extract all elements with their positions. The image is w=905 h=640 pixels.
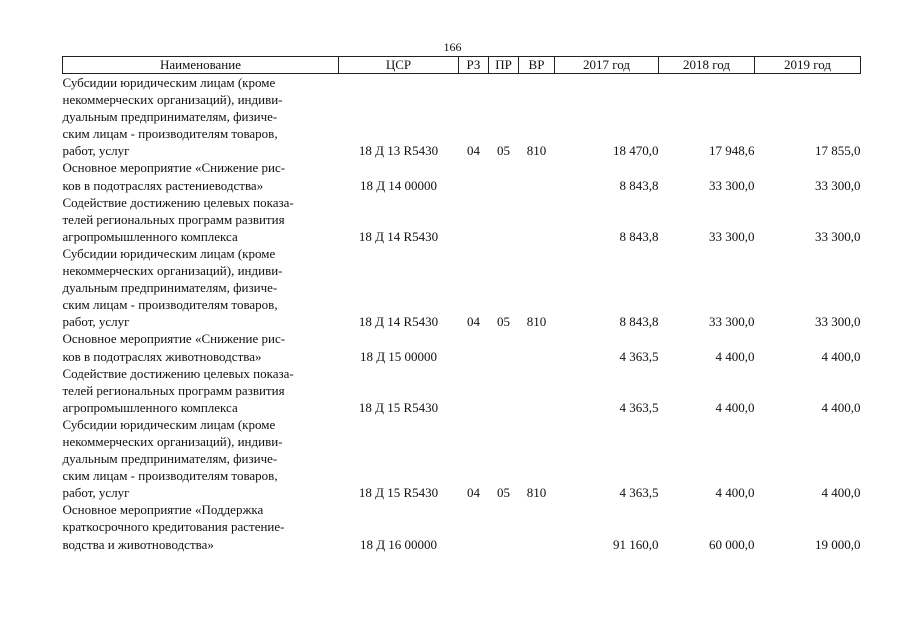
table-row bbox=[63, 416, 861, 501]
cell-pr: 05 bbox=[497, 485, 510, 501]
name-line: дуальным предпринимателям, физиче- bbox=[62, 109, 278, 125]
cell-pr bbox=[489, 194, 519, 245]
cell-csr: 18 Д 15 00000 bbox=[359, 348, 438, 364]
name-line: дуальным предпринимателям, физиче- bbox=[62, 451, 278, 467]
cell-name bbox=[63, 365, 339, 416]
name-line: работ, услуг bbox=[62, 143, 130, 159]
cell-csr: 18 Д 15 R5430 bbox=[358, 399, 439, 415]
table-row bbox=[63, 365, 861, 416]
cell-name bbox=[63, 194, 339, 245]
cell-2018: 60 000,0 bbox=[709, 536, 755, 552]
table-body bbox=[63, 74, 861, 553]
cell-2017: 4 363,5 bbox=[619, 485, 659, 501]
cell-2019: 17 855,0 bbox=[815, 143, 861, 159]
cell-2017: 4 363,5 bbox=[619, 399, 659, 415]
cell-2017: 8 843,8 bbox=[619, 314, 659, 330]
header-csr: ЦСР bbox=[339, 57, 459, 74]
cell-2019: 4 400,0 bbox=[821, 348, 861, 364]
table-row bbox=[63, 501, 861, 552]
name-line: Содействие достижению целевых показа- bbox=[62, 194, 294, 210]
cell-vr bbox=[519, 159, 555, 193]
cell-vr: 810 bbox=[526, 314, 547, 330]
cell-2019: 33 300,0 bbox=[815, 314, 861, 330]
name-line: телей региональных программ развития bbox=[62, 382, 285, 398]
cell-name bbox=[63, 330, 339, 364]
cell-csr: 18 Д 15 R5430 bbox=[358, 485, 439, 501]
cell-2019: 33 300,0 bbox=[815, 177, 861, 193]
name-line: Основное мероприятие «Снижение рис- bbox=[62, 331, 286, 347]
name-line: ским лицам - производителям товаров, bbox=[62, 126, 278, 142]
cell-name bbox=[63, 159, 339, 193]
cell-name bbox=[63, 245, 339, 330]
table-header bbox=[63, 57, 861, 74]
cell-pr: 05 bbox=[497, 143, 510, 159]
cell-csr: 18 Д 14 00000 bbox=[359, 177, 438, 193]
name-line: работ, услуг bbox=[62, 314, 130, 330]
header-row bbox=[63, 57, 861, 74]
cell-2018: 4 400,0 bbox=[715, 399, 755, 415]
name-line: некоммерческих организаций), индиви- bbox=[62, 92, 283, 108]
cell-vr bbox=[519, 330, 555, 364]
cell-2017: 8 843,8 bbox=[619, 177, 659, 193]
cell-name bbox=[63, 501, 339, 552]
header-2017: 2017 год bbox=[555, 57, 659, 74]
cell-name bbox=[63, 416, 339, 501]
cell-2017: 91 160,0 bbox=[613, 536, 659, 552]
table-row bbox=[63, 74, 861, 160]
name-line: Субсидии юридическим лицам (кроме bbox=[62, 416, 276, 432]
header-2018: 2018 год bbox=[659, 57, 755, 74]
name-line: некоммерческих организаций), индиви- bbox=[62, 263, 283, 279]
cell-2017: 18 470,0 bbox=[613, 143, 659, 159]
budget-table bbox=[62, 56, 861, 553]
cell-2019: 19 000,0 bbox=[815, 536, 861, 552]
cell-rz: 04 bbox=[467, 485, 480, 501]
cell-rz bbox=[459, 159, 489, 193]
name-line: ков в подотраслях животноводства» bbox=[62, 348, 262, 364]
name-line: водства и животноводства» bbox=[62, 536, 214, 552]
table-row bbox=[63, 330, 861, 364]
name-line: некоммерческих организаций), индиви- bbox=[62, 433, 283, 449]
cell-2018: 33 300,0 bbox=[709, 177, 755, 193]
cell-csr: 18 Д 16 00000 bbox=[359, 536, 438, 552]
header-vr: ВР bbox=[519, 57, 555, 74]
name-line: телей региональных программ развития bbox=[62, 211, 285, 227]
cell-2018: 4 400,0 bbox=[715, 348, 755, 364]
cell-pr bbox=[489, 365, 519, 416]
table-row bbox=[63, 245, 861, 330]
cell-vr bbox=[519, 194, 555, 245]
name-line: работ, услуг bbox=[62, 485, 130, 501]
cell-name bbox=[63, 74, 339, 160]
cell-2018: 33 300,0 bbox=[709, 228, 755, 244]
name-line: Основное мероприятие «Поддержка bbox=[62, 502, 264, 518]
cell-2018: 17 948,6 bbox=[709, 143, 755, 159]
cell-pr bbox=[489, 330, 519, 364]
name-line: ским лицам - производителям товаров, bbox=[62, 297, 278, 313]
cell-vr: 810 bbox=[526, 143, 547, 159]
name-line: Основное мероприятие «Снижение рис- bbox=[62, 160, 286, 176]
name-line: агропромышленного комплекса bbox=[62, 399, 238, 415]
header-name: Наименование bbox=[63, 57, 339, 74]
name-line: краткосрочного кредитования растение- bbox=[62, 519, 285, 535]
cell-2019: 33 300,0 bbox=[815, 228, 861, 244]
cell-pr: 05 bbox=[497, 314, 510, 330]
header-2019: 2019 год bbox=[755, 57, 861, 74]
cell-rz bbox=[459, 501, 489, 552]
cell-csr: 18 Д 14 R5430 bbox=[358, 228, 439, 244]
cell-2019: 4 400,0 bbox=[821, 485, 861, 501]
name-line: ским лицам - производителям товаров, bbox=[62, 468, 278, 484]
cell-2018: 33 300,0 bbox=[709, 314, 755, 330]
table-row bbox=[63, 194, 861, 245]
table-row bbox=[63, 159, 861, 193]
name-line: агропромышленного комплекса bbox=[62, 228, 238, 244]
cell-rz: 04 bbox=[467, 143, 480, 159]
name-line: ков в подотраслях растениеводства» bbox=[62, 177, 264, 193]
cell-csr: 18 Д 13 R5430 bbox=[358, 143, 439, 159]
cell-pr bbox=[489, 159, 519, 193]
cell-vr bbox=[519, 501, 555, 552]
cell-vr: 810 bbox=[526, 485, 547, 501]
name-line: Субсидии юридическим лицам (кроме bbox=[62, 245, 276, 261]
cell-rz: 04 bbox=[467, 314, 480, 330]
cell-rz bbox=[459, 365, 489, 416]
name-line: Субсидии юридическим лицам (кроме bbox=[62, 75, 276, 90]
page-number: 166 bbox=[443, 40, 462, 54]
name-line: дуальным предпринимателям, физиче- bbox=[62, 280, 278, 296]
cell-vr bbox=[519, 365, 555, 416]
cell-2018: 4 400,0 bbox=[715, 485, 755, 501]
header-rz: РЗ bbox=[459, 57, 489, 74]
cell-rz bbox=[459, 194, 489, 245]
cell-csr: 18 Д 14 R5430 bbox=[358, 314, 439, 330]
cell-2017: 8 843,8 bbox=[619, 228, 659, 244]
name-line: Содействие достижению целевых показа- bbox=[62, 365, 294, 381]
cell-rz bbox=[459, 330, 489, 364]
cell-pr bbox=[489, 501, 519, 552]
cell-2019: 4 400,0 bbox=[821, 399, 861, 415]
cell-2017: 4 363,5 bbox=[619, 348, 659, 364]
header-pr: ПР bbox=[489, 57, 519, 74]
